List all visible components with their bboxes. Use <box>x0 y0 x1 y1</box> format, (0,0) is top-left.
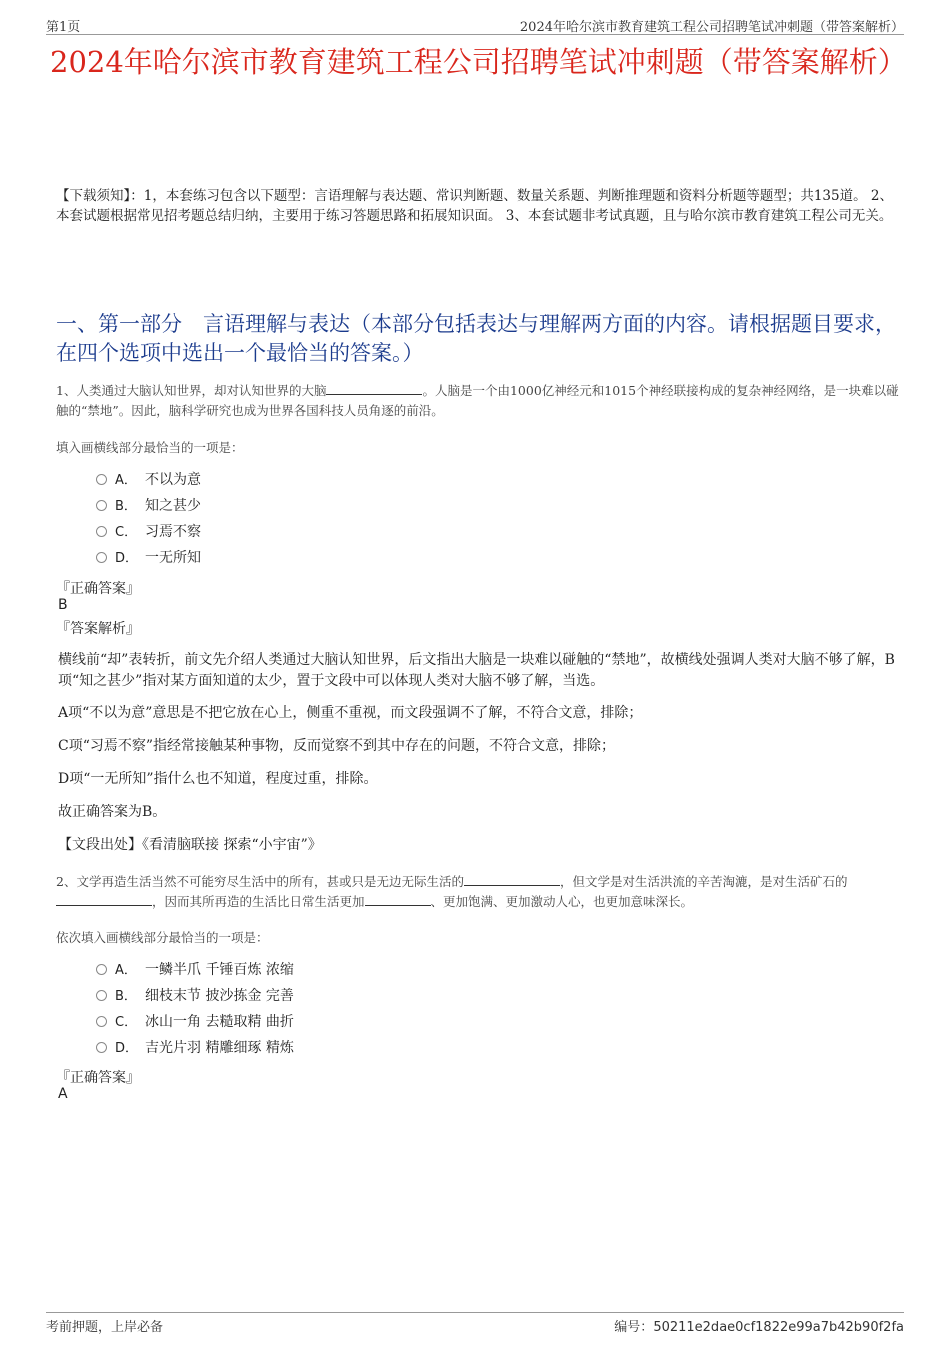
question-2-blank-3 <box>365 893 431 906</box>
question-2-stem-part-b: ，但文学是对生活洪流的辛苦淘漉，是对生活矿石的 <box>559 874 848 889</box>
radio-icon[interactable] <box>96 474 107 485</box>
question-1-option-a[interactable]: A． 不以为意 <box>96 467 201 493</box>
analysis-paragraph: D项“一无所知”指什么也不知道，程度过重，排除。 <box>58 771 378 787</box>
question-2-blank-2 <box>56 893 152 906</box>
question-1-stem <box>56 381 901 421</box>
analysis-paragraph: A项“不以为意”意思是不把它放在心上，侧重不重视，而文段强调不了解，不符合文意，排除； <box>58 705 643 721</box>
question-2-stem-part-d: 、更加饱满、更加激动人心，也更加意味深长。 <box>430 894 694 909</box>
page-header <box>46 14 904 35</box>
question-2-stem-part-a: 2、文学再造生活当然不可能穷尽生活中的所有，甚或只是无边无际生活的 <box>56 874 464 889</box>
question-2-stem <box>56 872 901 912</box>
question-2-option-c[interactable]: C． 冰山一角 去糙取精 曲折 <box>96 1009 294 1035</box>
question-1-answer-label: 『正确答案』 <box>56 581 140 597</box>
question-2-option-d[interactable]: D． 吉光片羽 精雕细琢 精炼 <box>96 1035 294 1061</box>
page-footer <box>46 1312 904 1337</box>
question-2-option-a[interactable]: A． 一鳞半爪 千锤百炼 浓缩 <box>96 957 294 983</box>
analysis-paragraph: 横线前“却”表转折，前文先介绍人类通过大脑认知世界，后文指出大脑是一块难以碰触的“禁地”，故横线处强调人类对大脑不够了解，B项“知之甚少”指对某方面知道的太少，置于文段中可以体现人类对大脑不够了解，当选。 <box>58 652 895 689</box>
download-notice: 【下载须知】：1，本套练习包含以下题型：言语理解与表达题、常识判断题、数量关系题、判断推理题和资料分析题等题型；共135道。 2、本套试题根据常见招考题总结归纳，主要用于练习答题思路和拓展知识面。 3、本套试题非考试真题，且与哈尔滨市教育建筑工程公司无关。 <box>56 188 893 224</box>
footer-code-value: 50211e2dae0cf1822e99a7b42b90f2fa <box>653 1320 904 1335</box>
question-1-answer: B <box>58 597 68 613</box>
radio-icon[interactable] <box>96 964 107 975</box>
header-doc-title: 2024年哈尔滨市教育建筑工程公司招聘笔试冲刺题（带答案解析） <box>519 20 904 35</box>
footer-slogan: 考前押题，上岸必备 <box>46 1320 164 1335</box>
question-1-stem-part-a: 1、人类通过大脑认知世界，却对认知世界的大脑 <box>56 383 327 398</box>
question-2-prompt: 依次填入画横线部分最恰当的一项是： <box>56 930 269 945</box>
footer-code <box>614 1316 904 1335</box>
analysis-source: 【文段出处】《看清脑联接 探索“小宇宙”》 <box>58 837 322 853</box>
section-title: 一、第一部分 言语理解与表达（本部分包括表达与理解两方面的内容。请根据题目要求，在四个选项中选出一个最恰当的答案。） <box>56 312 896 365</box>
analysis-paragraph: 故正确答案为B。 <box>58 804 167 820</box>
question-1-blank <box>326 382 422 395</box>
radio-icon[interactable] <box>96 526 107 537</box>
radio-icon[interactable] <box>96 990 107 1001</box>
question-1-options <box>96 467 201 571</box>
radio-icon[interactable] <box>96 500 107 511</box>
question-2-options <box>96 957 294 1061</box>
document-title: 2024年哈尔滨市教育建筑工程公司招聘笔试冲刺题（带答案解析） <box>50 45 907 79</box>
question-2-answer: A <box>58 1086 68 1102</box>
question-1-option-d[interactable]: D． 一无所知 <box>96 545 201 571</box>
question-1-prompt: 填入画横线部分最恰当的一项是： <box>56 440 244 455</box>
question-2-option-b[interactable]: B． 细枝末节 披沙拣金 完善 <box>96 983 294 1009</box>
question-1-analysis-label: 『答案解析』 <box>56 621 140 637</box>
question-1-option-c[interactable]: C． 习焉不察 <box>96 519 201 545</box>
question-1-stem-part-b: 。人脑是一个由1000亿神经元和1015个神经联接构成的复杂神经网络，是一块难以碰触的“禁地”。因此，脑科学研究也成为世界各国科技人员角逐的前沿。 <box>56 383 899 418</box>
radio-icon[interactable] <box>96 552 107 563</box>
question-2-answer-label: 『正确答案』 <box>56 1070 140 1086</box>
footer-code-label: 编号： <box>614 1320 654 1335</box>
question-1-option-b[interactable]: B． 知之甚少 <box>96 493 201 519</box>
radio-icon[interactable] <box>96 1016 107 1027</box>
analysis-paragraph: C项“习焉不察”指经常接触某种事物，反而觉察不到其中存在的问题，不符合文意，排除； <box>58 738 616 754</box>
question-2-stem-part-c: ，因而其所再造的生活比日常生活更加 <box>152 894 365 909</box>
radio-icon[interactable] <box>96 1042 107 1053</box>
question-2-blank-1 <box>464 873 560 886</box>
page-number-label: 第1页 <box>46 20 81 35</box>
